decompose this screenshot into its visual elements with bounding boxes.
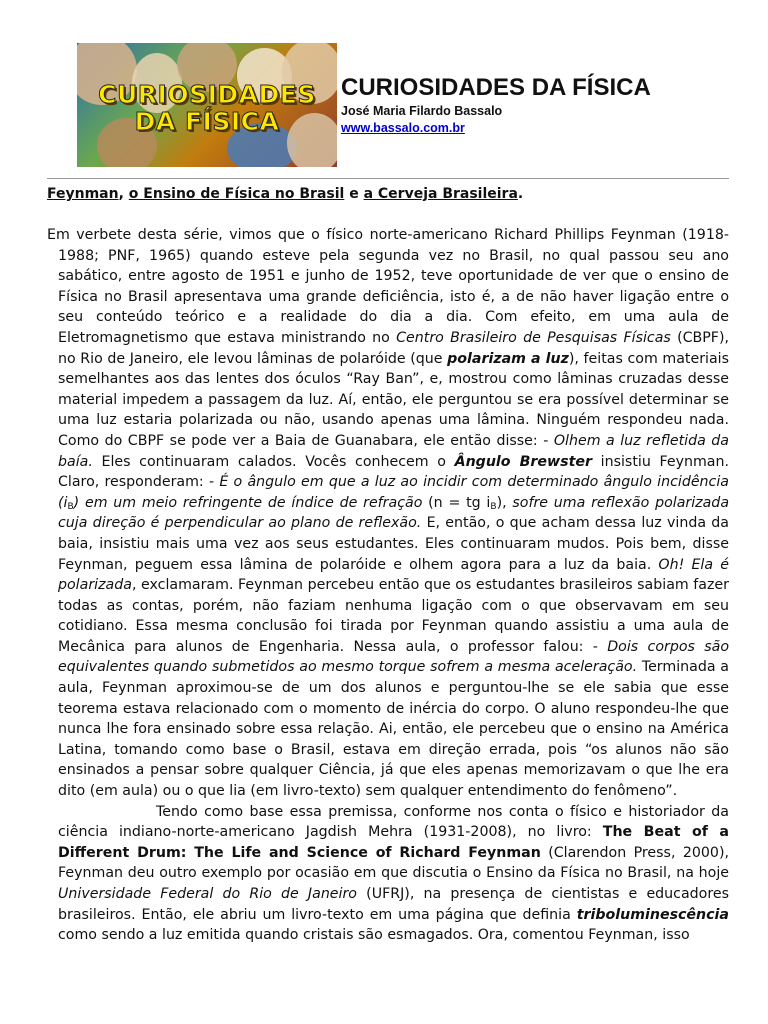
banner-title-line-1: CURIOSIDADES xyxy=(98,80,316,109)
headline-part-3: a Cerveja Brasileira xyxy=(363,186,518,202)
site-title: CURIOSIDADES DA FÍSICA xyxy=(341,74,651,101)
headline-part-1: Feynman xyxy=(47,186,119,202)
author-name: José Maria Filardo Bassalo xyxy=(341,104,503,118)
article xyxy=(47,184,729,946)
header-divider xyxy=(47,178,729,179)
banner-logo xyxy=(77,43,337,167)
paragraph-2: Tendo como base essa premissa, conforme nos conta o físico e historiador da ciência indiano-norte-americano Jagdish Mehra (1931-2008), no livro: The Beat of a Different Drum: The Life and Science of Richard Feynman (Clarendon Press, 2000), Feynman deu outro exemplo por ocasião em que discutia o Ensino da Física no Brasil, na hoje Universidade Federal do Rio de Janeiro (UFRJ), na presença de cientistas e educadores brasileiros. Então, ele abriu um livro-texto em uma página que definia triboluminescência como sendo a luz emitida quando cristais são esmagados. Ora, comentou Feynman, isso xyxy=(58,803,729,944)
article-body xyxy=(47,225,729,946)
site-link[interactable]: www.bassalo.com.br xyxy=(341,121,465,135)
banner-title xyxy=(77,81,337,135)
banner-title-line-2: DA FÍSICA xyxy=(134,107,280,136)
page-header xyxy=(77,43,697,167)
article-headline: Feynman, o Ensino de Física no Brasil e a Cerveja Brasileira. xyxy=(47,186,524,202)
headline-part-2: o Ensino de Física no Brasil xyxy=(128,186,345,202)
paragraph-1: Em verbete desta série, vimos que o físico norte-americano Richard Phillips Feynman (1918-1988; PNF, 1965) quando esteve pela segunda vez no Brasil, no qual passou seu ano sabático, entre agosto de 1951 e junho de 1952, teve oportunidade de ver que o ensino de Física no Brasil apresentava uma grande deficiência, isto é, a de não haver ligação entre o seu conteúdo teórico e a realidade do dia a dia. Com efeito, em uma aula de Eletromagnetismo que estava ministrando no Centro Brasileiro de Pesquisas Físicas (CBPF), no Rio de Janeiro, ele levou lâminas de polaróide (que polarizam a luz), feitas com materiais semelhantes aos das lentes dos óculos “Ray Ban”, e, mostrou como lâminas cruzadas desse material impedem a passagem da luz. Aí, então, ele perguntou se era possível determinar se uma luz estaria polarizada ou não, usando apenas uma lâmina. Ninguém respondeu nada. Como do CBPF se pode ver a Baia de Guanabara, ele então disse: - Olhem a luz refletida da baía. Eles continuaram calados. Vocês conhecem o Ângulo Brewster insistiu Feynman. Claro, responderam: - É o ângulo em que a luz ao incidir com determinado ângulo incidência $(i_B)$ em um meio refringente de índice de refração (n = tg $i_B$), sofre uma reflexão polarizada cuja direção é perpendicular ao plano de reflexão. E, então, o que acham dessa luz vinda da baia, insistiu mais uma vez aos seus estudantes. Eles continuaram mudos. Pois bem, disse Feynman, peguem essa lâmina de polaróide e olhem agora para a luz da baia. Oh! Ela é polarizada, exclamaram. Feynman percebeu então que os estudantes brasileiros sabiam fazer todas as contas, porém, não faziam nenhuma ligação com o que observavam em seu cotidiano. Essa mesma conclusão foi tirada por Feynman quando assistiu a uma aula de Mecânica para alunos de Engenharia. Nessa aula, o professor falou: - Dois corpos são equivalentes quando submetidos ao mesmo torque sofrem a mesma aceleração. Terminada a aula, Feynman aproximou-se de um dos alunos e perguntou-lhe se ele sabia que esse teorema estava relacionado com o momento de inércia do corpo. O aluno respondeu-lhe que nunca lhe fora ensinado sobre essa relação. Ai, então, ele percebeu que o ensino na América Latina, tomando como base o Brasil, estava em direção errada, pois “os alunos não são ensinados a pensar sobre qualquer Ciência, já que eles apenas memorizavam o que lhe era dito (em aula) ou o que lia (em livro-texto) sem qualquer entendimento do fenômeno”. xyxy=(47,227,730,800)
